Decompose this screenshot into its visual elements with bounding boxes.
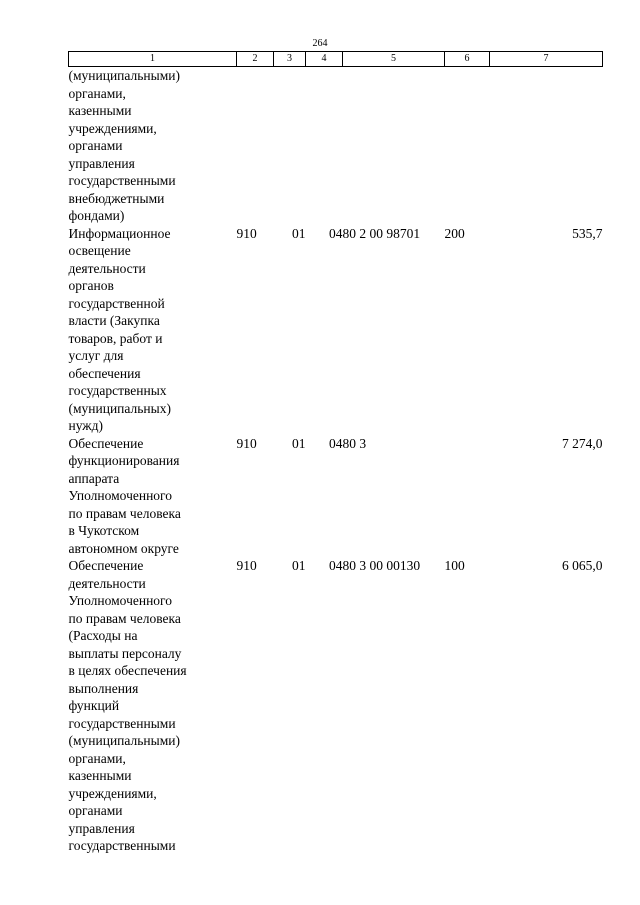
subsection-code-cell: 04 [329, 558, 343, 573]
item-name-line: казенными [68, 768, 132, 783]
column-number: 6 [445, 52, 490, 67]
item-name-line: власти (Закупка [68, 313, 160, 328]
item-name-line: фондами) [68, 208, 125, 223]
table-row [69, 435, 603, 558]
table-header [69, 52, 603, 67]
item-name-cell [69, 225, 237, 435]
section-code-cell [274, 67, 306, 225]
amount-cell [490, 67, 603, 225]
item-name-line: органами [68, 803, 123, 818]
target-article-cell [343, 67, 445, 225]
item-name-line: нужд) [68, 418, 103, 433]
item-name-line: внебюджетными [68, 190, 165, 206]
page-number: 264 [312, 38, 328, 49]
item-name-line: обеспечения [68, 365, 141, 381]
item-name-line: органов [68, 278, 114, 293]
item-name-line: Уполномоченного [68, 593, 172, 608]
section-code-cell: 01 [292, 558, 306, 573]
target-article-cell: 80 3 [342, 435, 367, 451]
item-name-line: аппарата [68, 470, 120, 486]
item-name-line: автономном округе [68, 540, 179, 556]
item-name-line: (муниципальных) [68, 400, 171, 416]
amount-cell: 6 065,0 [562, 558, 603, 573]
column-number: 4 [306, 52, 343, 67]
column-number: 7 [490, 52, 603, 67]
item-name-line: освещение [68, 243, 131, 258]
item-name-cell [69, 435, 237, 558]
expense-type-cell [445, 67, 490, 225]
subsection-code-cell: 04 [329, 225, 343, 241]
item-name-line: казенными [68, 103, 132, 118]
column-number: 5 [343, 52, 445, 67]
expense-type-cell: 100 [444, 558, 465, 573]
item-name-line: деятельности [68, 575, 146, 591]
item-name-line: функций [68, 698, 120, 713]
item-name-line: в Чукотском [68, 523, 140, 538]
amount-cell: 535,7 [572, 225, 603, 241]
column-number: 2 [237, 52, 274, 67]
item-name-line: выплаты персоналу [68, 645, 182, 661]
item-name-line: товаров, работ и [68, 330, 163, 346]
table-row [69, 557, 603, 855]
section-code-cell: 01 [292, 435, 306, 451]
subsection-code-cell [306, 67, 343, 225]
item-name-cell [69, 557, 237, 855]
item-name-line: органами, [68, 85, 126, 101]
item-name-line: учреждениями, [68, 120, 157, 136]
item-name-line: государственной [68, 295, 165, 311]
item-name-line: государственных [68, 383, 167, 398]
item-name-line: органами, [68, 750, 126, 766]
column-number: 1 [69, 52, 237, 67]
target-article-cell: 80 3 00 00130 [342, 558, 421, 573]
admin-code-cell: 910 [236, 558, 257, 573]
item-name-cell [69, 67, 237, 225]
item-name-line: учреждениями, [68, 785, 157, 801]
item-name-line: государственными [68, 173, 176, 188]
item-name-line: государственными [68, 838, 176, 853]
item-name-line: (муниципальными) [68, 68, 180, 83]
item-name-line: управления [68, 820, 135, 836]
expense-type-cell: 200 [444, 225, 465, 241]
item-name-line: в целях обеспечения [68, 663, 187, 678]
item-name-line: государственными [68, 715, 176, 731]
amount-cell: 7 274,0 [562, 435, 603, 451]
item-name-line: Обеспечение [68, 435, 144, 451]
budget-table [68, 51, 603, 855]
item-name-line: по правам человека [68, 505, 181, 521]
item-name-line: (Расходы на [68, 628, 138, 643]
admin-code-cell [237, 67, 274, 225]
item-name-line: (муниципальными) [68, 733, 180, 748]
subsection-code-cell: 04 [329, 435, 343, 451]
target-article-cell: 80 2 00 98701 [342, 225, 421, 241]
expense-type-cell [445, 435, 490, 558]
column-number-row [69, 52, 603, 67]
admin-code-cell: 910 [236, 225, 257, 241]
item-name-line: Информационное [68, 225, 171, 241]
item-name-line: деятельности [68, 260, 146, 276]
item-name-line: органами [68, 138, 123, 153]
table-body [69, 67, 603, 855]
column-number: 3 [274, 52, 306, 67]
item-name-line: услуг для [68, 348, 124, 363]
table-row [69, 225, 603, 435]
section-code-cell: 01 [292, 225, 306, 241]
admin-code-cell: 910 [236, 435, 257, 451]
item-name-line: по правам человека [68, 610, 181, 626]
item-name-line: управления [68, 155, 135, 171]
item-name-line: выполнения [68, 680, 139, 696]
table-row [69, 67, 603, 225]
item-name-line: функционирования [68, 453, 180, 468]
item-name-line: Уполномоченного [68, 488, 172, 503]
item-name-line: Обеспечение [68, 558, 144, 573]
